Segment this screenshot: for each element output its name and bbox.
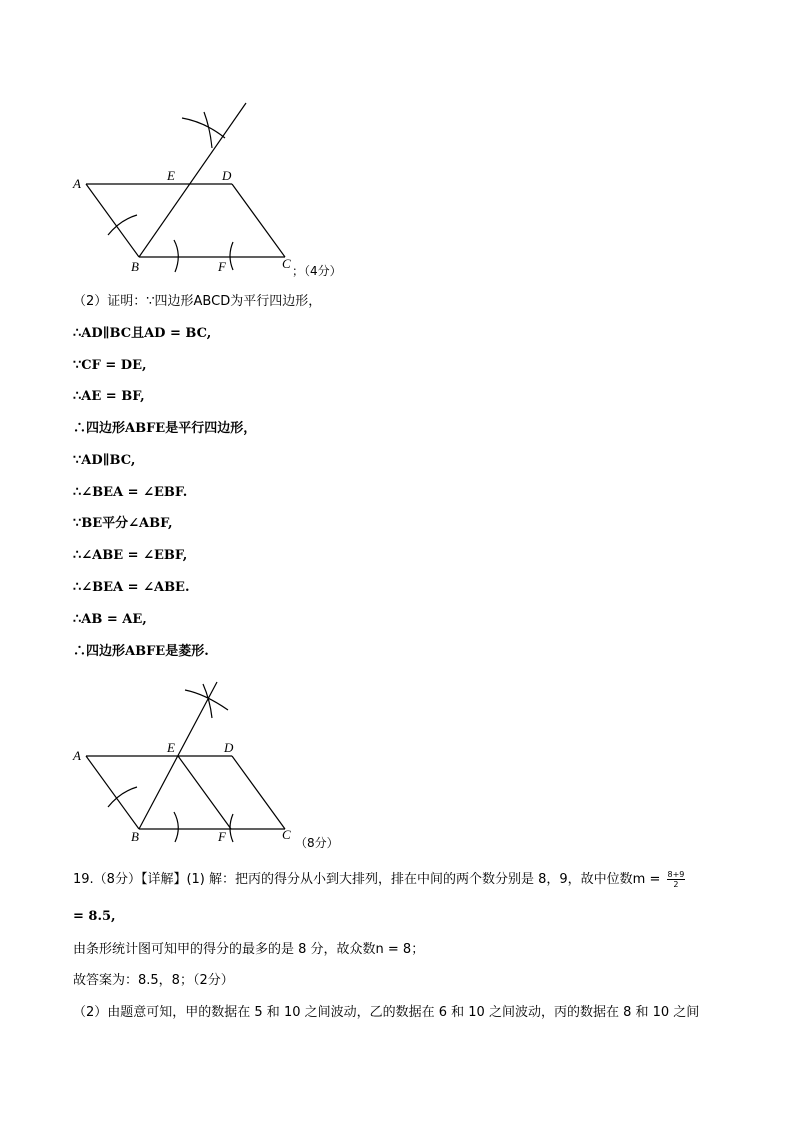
proof-line-5: ∴四边形ABFE是平行四边形， [73,421,257,436]
proof-line-11: ∴AB = AE, [73,612,147,627]
arc-mark-ab-2 [108,787,137,807]
proof-line-10: ∴∠BEA = ∠ABE. [73,580,190,595]
segment-ab [86,184,139,257]
arc-intersect-1 [182,118,225,138]
fraction-numerator: 8+9 [667,870,685,879]
segment-dc [232,184,285,257]
q19-line-4: 故答案为：8.5，8；（2分） [73,973,234,988]
label-e2: E [167,740,175,755]
proof-line-9: ∴∠ABE = ∠EBF, [73,548,188,563]
arc-mark-bc-1 [174,240,178,272]
proof-line-4: ∴AE = BF, [73,389,145,404]
figure-2-rhombus [0,670,794,850]
label-e1: E [167,168,175,183]
q19-line-3: 由条形统计图可知甲的得分的最多的是 8 分，故众数n = 8； [73,942,425,957]
arc-mark-bc-2b [230,814,233,842]
q19-line-2: = 8.5, [73,909,116,924]
proof-line-6: ∵AD∥BC, [73,453,136,468]
label-a2: A [73,748,81,763]
label-c2: C [282,827,291,842]
proof-line-2: ∴AD∥BC且AD = BC, [73,326,212,341]
proof-line-1: （2）证明：∵四边形ABCD为平行四边形， [73,294,322,309]
label-d2: D [224,740,234,755]
figure-2-score: （8分） [295,836,339,850]
arc-mark-bc-2 [230,242,233,270]
fraction-denominator: 2 [673,880,679,889]
label-a1: A [73,176,81,191]
arc-intersect-2 [204,112,212,148]
label-b2: B [131,829,139,844]
label-f2: F [218,829,226,844]
label-f1: F [218,259,226,274]
proof-line-7: ∴∠BEA = ∠EBF. [73,485,188,500]
q19-line-1-text: 19.（8分）【详解】(1) 解：把丙的得分从小到大排列，排在中间的两个数分别是 8，9，故中位数m = [73,872,661,887]
figure-1-score: ；（4分） [292,264,342,278]
segment-ab-2 [86,756,139,829]
proof-line-8: ∵BE平分∠ABF, [73,516,173,531]
arc-mark-bc-2a [174,812,178,842]
label-d1: D [222,168,232,183]
q19-line-1 [73,870,685,889]
segment-ef [178,756,231,829]
q19-line-5: （2）由题意可知，甲的数据在 5 和 10 之间波动，乙的数据在 6 和 10 之间波动，丙的数据在 8 和 10 之间 [73,1005,700,1020]
label-b1: B [131,259,139,274]
median-fraction [667,870,686,889]
proof-line-3: ∵CF = DE, [73,358,147,373]
segment-dc-2 [232,756,285,829]
label-c1: C [282,256,291,271]
figure-1-construction [0,0,794,290]
proof-line-12: ∴四边形ABFE是菱形. [73,644,209,659]
arc-mark-ab [108,215,137,235]
